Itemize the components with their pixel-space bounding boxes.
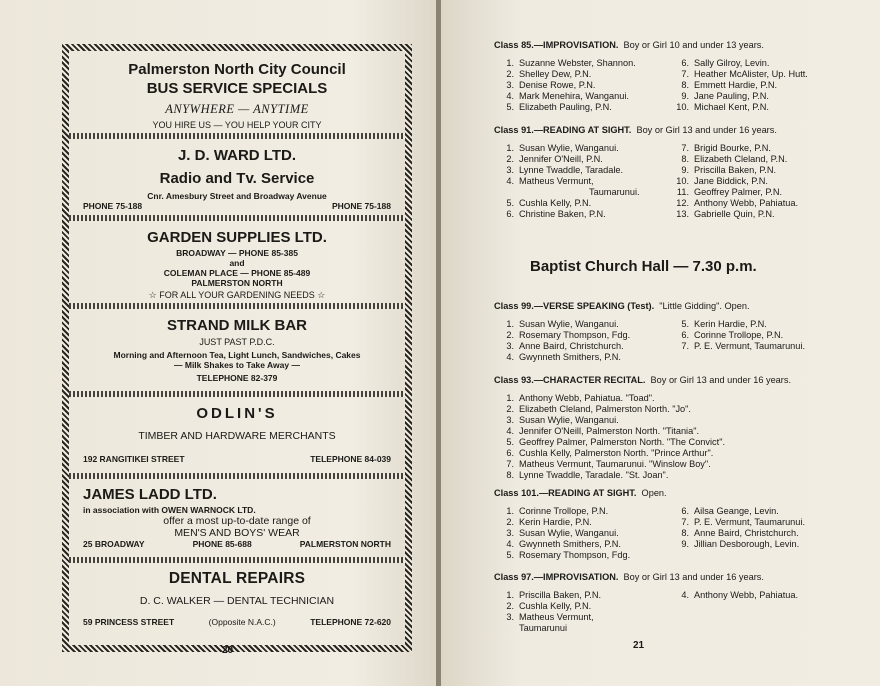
strand-line4: TELEPHONE 82-379 [196,373,278,383]
entrant-name: Mark Menehira, Wanganui. [519,91,629,101]
entrant-number: 9. [681,539,689,549]
entrant-name: Kerin Hardie, P.N. [519,517,592,527]
ward-heading: Radio and Tv. Service [159,170,315,187]
entrant-name: P. E. Vermunt, Taumarunui. [694,517,805,527]
entrant-name: Michael Kent, P.N. [694,102,769,112]
entrant-row [669,176,844,187]
entrant-row [669,102,844,113]
entrant-name: Christine Baken, P.N. [519,209,606,219]
ladd-city: PALMERSTON NORTH [299,539,391,549]
entrant-row [669,517,844,528]
entrant-row [669,143,844,154]
strand-name: STRAND MILK BAR [167,317,307,334]
entrant-name: Gwynneth Smithers, P.N. [519,352,621,362]
class-title [494,488,844,499]
entrant-name: Emmett Hardie, P.N. [694,80,778,90]
class-block [494,488,844,561]
entrant-name: Matheus Vermunt, [519,176,594,186]
class-title [494,40,844,51]
entrant-number: 1. [506,393,514,403]
entrant-row [494,143,669,154]
advertisement-panel [62,44,412,652]
class-description: Boy or Girl 13 and under 16 years. [631,125,777,135]
entrant-row [494,539,669,550]
entrants-right-column [669,58,844,113]
entrant-row [669,506,844,517]
entrant-name: Sally Gilroy, Levin. [694,58,770,68]
entrant-row [494,426,844,437]
entrant-name: Suzanne Webster, Shannon. [519,58,636,68]
entrant-name: Taumarunui [519,623,568,633]
entrant-name: Gwynneth Smithers, P.N. [519,539,621,549]
entrant-number: 1. [506,319,514,329]
entrant-row [669,539,844,550]
entrant-row [494,470,844,481]
entrant-row [669,165,844,176]
entrant-number: 5. [506,198,514,208]
entrant-number [494,623,519,634]
class-description: Boy or Girl 10 and under 13 years. [618,40,764,50]
ladd-contact [83,539,391,549]
odlin-address: 192 RANGITIKEI STREET [83,454,185,464]
entrant-number: 4. [506,426,514,436]
entrant-number: 5. [681,319,689,329]
entrant-number: 5. [506,550,514,560]
entrant-number: 10. [676,102,689,112]
entrant-row [494,623,669,634]
entrant-name: Anne Baird, Christchurch. [519,341,624,351]
entrant-number: 6. [506,209,514,219]
ward-phone-right: PHONE 75-188 [331,201,391,211]
entrant-columns [494,143,844,220]
entrant-row [494,601,669,612]
entrant-name: Jennifer O'Neill, Palmerston North. "Titania". [519,426,700,436]
entrant-row [494,448,844,459]
entrant-columns [494,590,844,634]
class-code: Class 101.—READING AT SIGHT. [494,488,637,498]
entrant-row [494,590,669,601]
entrant-number: 3. [506,341,514,351]
entrant-number: 8. [681,528,689,538]
entrant-row [669,187,844,198]
entrant-name: Corinne Trollope, P.N. [694,330,784,340]
entrant-row [494,187,669,198]
dental-address: 59 PRINCESS STREET [83,617,175,627]
class-title [494,125,844,136]
entrant-name: Corinne Trollope, P.N. [519,506,609,516]
entrant-number: 2. [506,330,514,340]
odlin-line1: TIMBER AND HARDWARE MERCHANTS [138,430,336,442]
strand-line3: — Milk Shakes to Take Away — [174,360,300,370]
ward-phones [83,201,391,211]
entrant-name: Ailsa Geange, Levin. [694,506,779,516]
entrant-name: Anthony Webb, Pahiatua. "Toad". [519,393,655,403]
entrants-left-column [494,506,669,561]
entrant-row [494,154,669,165]
entrant-row [494,165,669,176]
entrant-row [494,437,844,448]
entrant-name: Matheus Vermunt, [519,612,594,622]
entrant-number: 4. [506,539,514,549]
entrants-left-column [494,58,669,113]
entrant-row [494,58,669,69]
class-block [494,572,844,634]
entrant-number: 11. [676,187,689,197]
entrant-name: Susan Wylie, Wanganui. [519,528,619,538]
entrant-name: Jane Pauling, P.N. [694,91,769,101]
entrant-number: 2. [506,517,514,527]
entrant-name: Elizabeth Pauling, P.N. [519,102,612,112]
entrant-row [494,69,669,80]
entrant-row [494,612,669,623]
entrants-right-column [669,590,844,634]
ladd-line2: MEN'S AND BOYS' WEAR [174,527,300,539]
entrant-number: 3. [506,80,514,90]
venue-heading: Baptist Church Hall — 7.30 p.m. [530,258,757,275]
entrant-name: Elizabeth Cleland, Palmerston North. "Jo". [519,404,691,414]
entrant-name: Cushla Kelly, Palmerston North. "Prince Arthur". [519,448,714,458]
entrant-number: 9. [681,165,689,175]
entrant-number: 1. [506,143,514,153]
entrant-row [669,69,844,80]
entrant-name: Matheus Vermunt, Taumarunui. "Winslow Boy". [519,459,711,469]
ward-address: Cnr. Amesbury Street and Broadway Avenue [147,191,327,201]
council-tagline: YOU HIRE US — YOU HELP YOUR CITY [152,120,322,130]
entrant-number: 7. [681,341,689,351]
entrant-number: 2. [506,69,514,79]
odlin-ad [69,397,405,473]
entrant-row [494,176,669,187]
entrant-row [494,415,844,426]
page-number-right: 21 [633,640,645,651]
entrant-row [669,91,844,102]
ladd-name: JAMES LADD LTD. [83,486,217,503]
entrants-right-column [669,319,844,363]
garden-line4: PALMERSTON NORTH [191,278,283,288]
entrant-row [494,404,844,415]
entrant-name: Cushla Kelly, P.N. [519,601,592,611]
entrant-name: Rosemary Thompson, Fdg. [519,330,631,340]
entrant-columns [494,58,844,113]
class-description: Boy or Girl 13 and under 16 years. [618,572,764,582]
council-heading: BUS SERVICE SPECIALS [146,80,328,97]
entrant-row [494,506,669,517]
entrant-name: Lynne Twaddle, Taradale. "St. Joan". [519,470,669,480]
class-block [494,301,844,363]
entrant-number: 8. [681,80,689,90]
garden-line1: BROADWAY — PHONE 85-385 [176,248,298,258]
entrant-number: 5. [506,437,514,447]
class-block [494,125,844,220]
ward-ad [69,139,405,215]
strand-ad [69,309,405,391]
ward-name: J. D. WARD LTD. [177,147,297,164]
entrant-number: 9. [681,91,689,101]
entrant-row [494,550,669,561]
entrant-number: 6. [681,506,689,516]
entrant-number: 4. [506,176,514,186]
entrant-name: Brigid Bourke, P.N. [694,143,771,153]
entrant-name: P. E. Vermunt, Taumarunui. [694,341,805,351]
entrants-right-column [669,506,844,561]
entrant-row [494,352,669,363]
entrant-name: Geoffrey Palmer, Palmerston North. "The Convict". [519,437,726,447]
entrant-name: Anthony Webb, Pahiatua. [694,590,799,600]
entrant-columns [494,393,844,481]
entrant-number: 8. [681,154,689,164]
odlin-phone: TELEPHONE 84-039 [310,454,391,464]
entrant-row [669,341,844,352]
class-block [494,375,844,481]
entrant-name: Jillian Desborough, Levin. [694,539,800,549]
entrant-row [494,528,669,539]
entrant-row [494,102,669,113]
entrant-number: 2. [506,601,514,611]
entrant-row [494,91,669,102]
class-code: Class 93.—CHARACTER RECITAL. [494,375,646,385]
entrant-name: Lynne Twaddle, Taradale. [519,165,624,175]
dental-phone: TELEPHONE 72-620 [310,617,391,627]
ward-phone-left: PHONE 75-188 [83,201,143,211]
entrant-number: 1. [506,590,514,600]
class-code: Class 85.—IMPROVISATION. [494,40,619,50]
entrant-number: 7. [681,517,689,527]
dental-line1: D. C. WALKER — DENTAL TECHNICIAN [139,595,335,607]
entrant-row [494,330,669,341]
class-title [494,375,844,386]
entrant-name: Elizabeth Cleland, P.N. [694,154,788,164]
entrant-row [669,590,844,601]
entrant-number: 13. [676,209,689,219]
entrant-row [669,58,844,69]
entrant-number: 3. [506,528,514,538]
ladd-line1: offer a most up-to-date range of [163,515,311,527]
entrant-name: Susan Wylie, Wanganui. [519,319,619,329]
council-name: Palmerston North City Council [128,61,346,78]
dental-opposite: (Opposite N.A.C.) [208,617,276,627]
entrant-number [494,187,519,198]
entrant-row [494,393,844,404]
entrant-name: Susan Wylie, Wanganui. [519,415,619,425]
class-code: Class 99.—VERSE SPEAKING (Test). [494,301,655,311]
class-title [494,572,844,583]
entrant-number: 7. [681,143,689,153]
entrant-name: Priscilla Baken, P.N. [694,165,777,175]
entrant-row [494,459,844,470]
class-description: Open. [636,488,667,498]
entrant-number: 1. [506,58,514,68]
class-code: Class 97.—IMPROVISATION. [494,572,619,582]
entrant-row [494,517,669,528]
entrant-row [494,80,669,91]
garden-line5: ☆ FOR ALL YOUR GARDENING NEEDS ☆ [148,290,326,300]
entrants-left-column [494,590,669,634]
entrant-row [669,319,844,330]
entrants-left-column [494,143,669,220]
entrant-name: Susan Wylie, Wanganui. [519,143,619,153]
garden-ad [69,221,405,303]
entrant-name: Priscilla Baken, P.N. [519,590,602,600]
garden-name: GARDEN SUPPLIES LTD. [147,229,327,246]
strand-line1: JUST PAST P.D.C. [199,337,275,347]
entrant-name: Anne Baird, Christchurch. [694,528,799,538]
entrants-right-column [669,143,844,220]
entrants-left-column [494,393,844,481]
page-number-left: 20 [222,645,234,656]
entrant-number: 6. [681,330,689,340]
odlin-contact [83,454,391,464]
entrant-number: 5. [506,102,514,112]
class-code: Class 91.—READING AT SIGHT. [494,125,632,135]
entrant-columns [494,506,844,561]
strand-line2: Morning and Afternoon Tea, Light Lunch, Sandwiches, Cakes [113,350,361,360]
entrant-row [669,154,844,165]
entrant-number: 8. [506,470,514,480]
entrant-name: Denise Rowe, P.N. [519,80,596,90]
class-description: "Little Gidding". Open. [654,301,750,311]
class-block [494,40,844,113]
entrant-columns [494,319,844,363]
entrant-number: 3. [506,612,514,622]
entrant-number: 1. [506,506,514,516]
left-page [0,0,438,686]
odlin-name: ODLIN'S [196,405,278,422]
entrant-row [494,341,669,352]
entrant-name: Taumarunui. [589,187,640,197]
council-ad [69,51,405,133]
entrant-number: 3. [506,165,514,175]
entrant-name: Cushla Kelly, P.N. [519,198,592,208]
entrant-row [494,319,669,330]
entrant-name: Jennifer O'Neill, P.N. [519,154,603,164]
council-slogan: ANYWHERE — ANYTIME [165,102,309,116]
entrant-row [669,80,844,91]
class-title [494,301,844,312]
entrant-name: Kerin Hardie, P.N. [694,319,767,329]
entrant-row [669,209,844,220]
ladd-ad [69,479,405,557]
entrant-name: Heather McAlister, Up. Hutt. [694,69,808,79]
entrant-number: 6. [681,58,689,68]
entrant-name: Rosemary Thompson, Fdg. [519,550,631,560]
entrant-number: 7. [681,69,689,79]
class-description: Boy or Girl 13 and under 16 years. [645,375,791,385]
garden-line3: COLEMAN PLACE — PHONE 85-489 [163,268,311,278]
ladd-assoc: in association with OWEN WARNOCK LTD. [83,505,256,515]
dental-contact [83,617,391,627]
entrant-number: 10. [676,176,689,186]
entrant-number: 12. [676,198,689,208]
entrant-number: 6. [506,448,514,458]
entrant-row [669,528,844,539]
entrant-name: Jane Biddick, P.N. [694,176,768,186]
ladd-phone: PHONE 85-688 [192,539,252,549]
entrant-row [494,209,669,220]
entrant-name: Gabrielle Quin, P.N. [694,209,775,219]
entrants-left-column [494,319,669,363]
entrant-number: 2. [506,404,514,414]
garden-line2: and [229,258,245,268]
ladd-address: 25 BROADWAY [83,539,145,549]
entrant-number: 3. [506,415,514,425]
dental-name: DENTAL REPAIRS [168,570,306,587]
entrant-name: Shelley Dew, P.N. [519,69,592,79]
entrant-row [669,198,844,209]
entrant-row [669,330,844,341]
dental-ad [69,563,405,631]
entrant-number: 4. [506,91,514,101]
entrant-number: 4. [506,352,514,362]
entrant-number: 4. [681,590,689,600]
entrant-name: Anthony Webb, Pahiatua. [694,198,799,208]
entrant-name: Geoffrey Palmer, P.N. [694,187,783,197]
entrant-number: 2. [506,154,514,164]
entrant-number: 7. [506,459,514,469]
entrant-row [494,198,669,209]
